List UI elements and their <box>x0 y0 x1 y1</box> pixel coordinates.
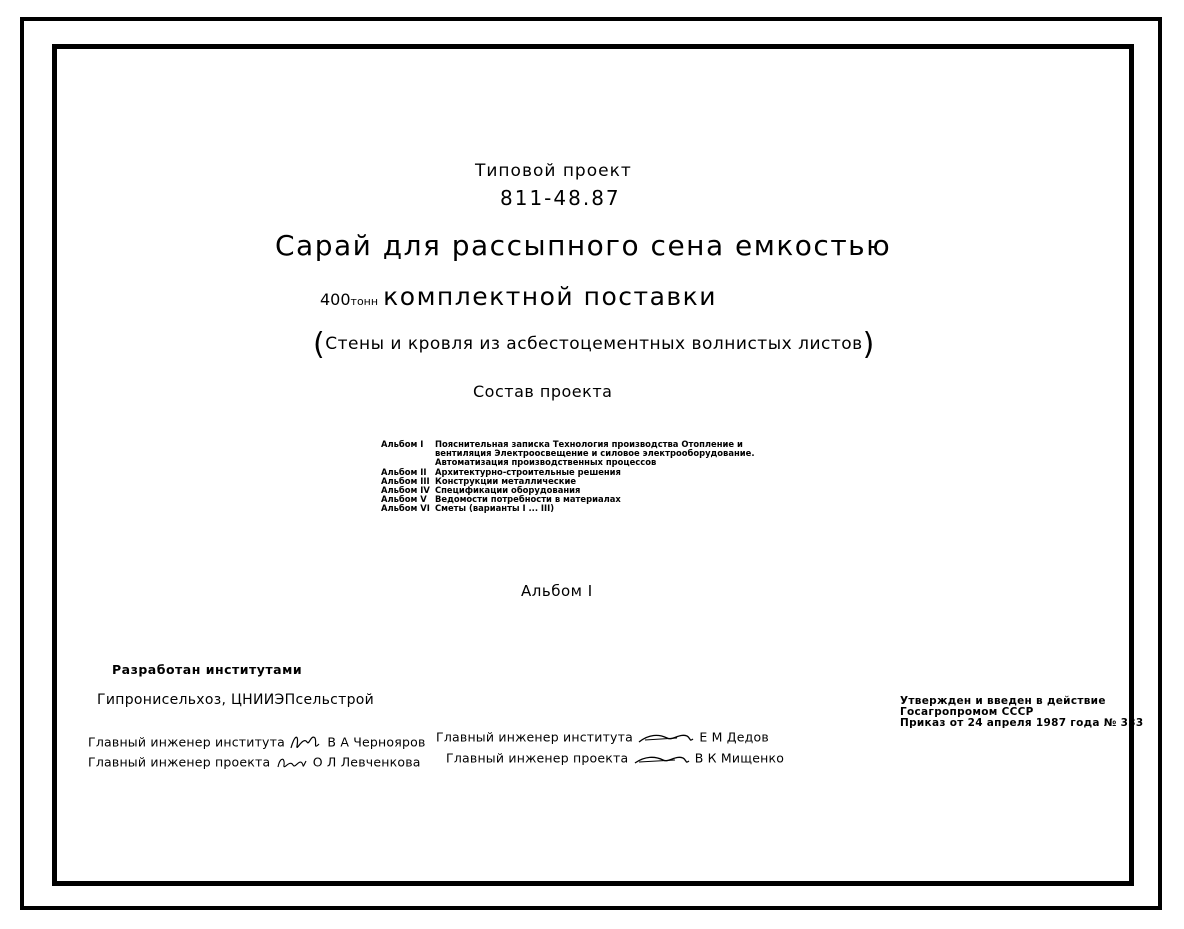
album-description: Ведомости потребности в материалах <box>435 494 621 505</box>
signature-line <box>436 730 769 746</box>
album-description: Сметы (варианты I ... III) <box>435 503 555 514</box>
signer-name: В К Мищенко <box>694 750 785 766</box>
signer-role: Главный инженер института <box>88 734 285 750</box>
handwritten-signature <box>637 730 695 746</box>
album-description: Автоматизация производственных процессов <box>435 457 657 468</box>
capacity-unit: тонн <box>350 295 379 308</box>
developer-institutes: Гипронисельхоз, ЦНИИЭПсельстрой <box>97 692 375 708</box>
handwritten-signature <box>289 732 323 754</box>
album-description: вентиляция Электроосвещение и силовое электрооборудование. <box>435 448 755 459</box>
signer-name: В А Чернояров <box>327 734 426 750</box>
signer-role: Главный инженер института <box>436 729 633 745</box>
handwritten-signature <box>275 753 309 773</box>
album-row <box>381 504 755 513</box>
approval-line: Утвержден и введен в действие <box>900 695 1106 707</box>
album-number: Альбом II <box>381 466 427 477</box>
developers-heading: Разработан институтами <box>112 662 303 677</box>
album-number: Альбом III <box>381 475 430 486</box>
handwritten-signature <box>633 751 691 767</box>
approval-line: Приказ от 24 апреля 1987 года № 333 <box>900 717 1144 729</box>
current-album: Альбом I <box>521 582 593 600</box>
capacity-number: 400 <box>320 290 351 309</box>
signer-name: Е М Дедов <box>699 729 769 745</box>
album-row <box>381 440 755 468</box>
album-number: Альбом V <box>381 494 427 505</box>
signer-name: О Л Левченкова <box>312 754 421 770</box>
album-number: Альбом I <box>381 439 424 449</box>
project-series: Типовой проект <box>475 161 632 181</box>
signature-line <box>88 732 426 754</box>
signer-role: Главный инженер проекта <box>88 754 271 770</box>
album-number: Альбом VI <box>381 503 430 514</box>
title-line-2-text: комплектной поставки <box>383 282 717 311</box>
signature-line <box>446 751 784 767</box>
album-description: Архитектурно-строительные решения <box>435 466 621 477</box>
album-description: Конструкции металлические <box>435 475 576 486</box>
album-description: Пояснительная записка Технология производства Отопление и <box>435 439 743 449</box>
title-line-1: Сарай для рассыпного сена емкостью <box>275 229 892 262</box>
signature-line <box>88 753 421 773</box>
album-number: Альбом IV <box>381 485 430 496</box>
album-list <box>381 440 755 514</box>
signer-role: Главный инженер проекта <box>446 750 629 766</box>
subtitle: (Стены и кровля из асбестоцементных волнистых листов) <box>313 327 875 362</box>
subtitle-text: Стены и кровля из асбестоцементных волнистых листов <box>325 334 863 354</box>
title-line-2 <box>320 284 717 309</box>
project-number: 811-48.87 <box>500 186 621 210</box>
composition-heading: Состав проекта <box>473 382 613 401</box>
approval-block <box>900 696 1143 729</box>
approval-line: Госагропромом СССР <box>900 706 1034 718</box>
album-description: Спецификации оборудования <box>435 485 581 496</box>
